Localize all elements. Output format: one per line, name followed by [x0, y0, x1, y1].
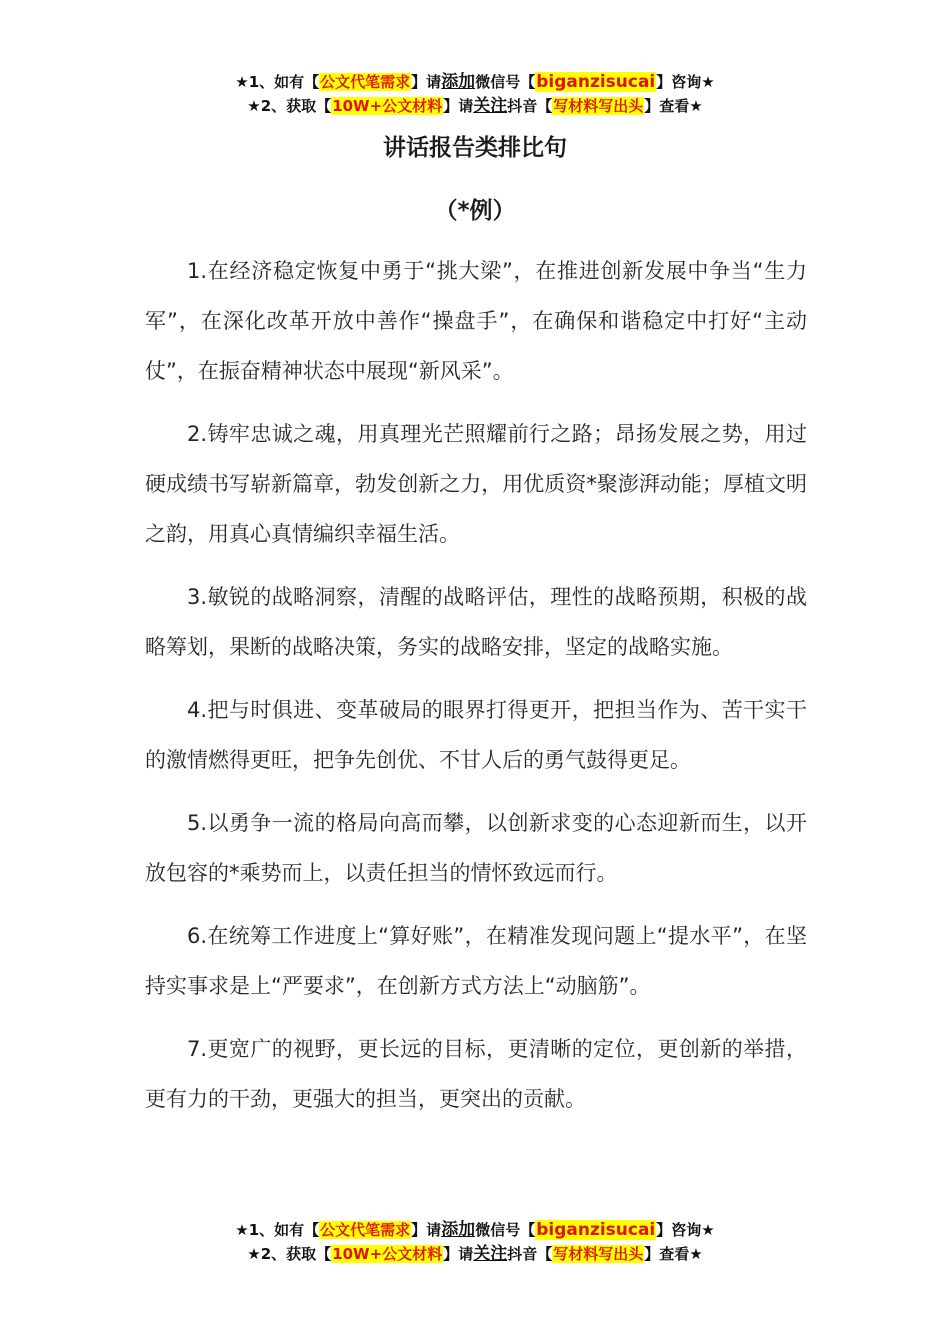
paragraph-1: 1.在经济稳定恢复中勇于“挑大梁”，在推进创新发展中争当“生力军”，在深化改革开放中善作“操盘手”，在确保和谐稳定中打好“主动仗”，在振奋精神状态中展现“新风采”。	[145, 259, 807, 383]
promo-text: 抖音【	[507, 1245, 553, 1263]
promo-text: 微信号【	[475, 1221, 536, 1239]
promo-text: 】请	[443, 97, 474, 115]
paragraph-2: 2.铸牢忠诚之魂，用真理光芒照耀前行之路；昂扬发展之势，用过硬成绩书写崭新篇章，勃发创新之力，用优质资*聚澎湃动能；厚植文明之韵，用真心真情编织幸福生活。	[145, 422, 807, 546]
promo-text: 微信号【	[475, 73, 536, 91]
document-body	[145, 246, 807, 1137]
paragraph-6: 6.在统筹工作进度上“算好账”，在精准发现问题上“提水平”，在坚持实事求是上“严要求”，在创新方式方法上“动脑筋”。	[145, 924, 807, 998]
promo-text: 】查看★	[644, 1245, 703, 1263]
promo-underlined: 添加	[441, 72, 476, 92]
document-subtitle: （*例）	[434, 198, 516, 224]
promo-highlight: 公文代笔需求	[320, 73, 411, 91]
document-title: 讲话报告类排比句	[383, 135, 567, 161]
promo-text: 抖音【	[507, 97, 553, 115]
promo-text: 1、如有【	[248, 1221, 320, 1239]
star-icon: ★	[247, 1245, 261, 1263]
promo-text: 1、如有【	[248, 73, 320, 91]
promo-text: 】请	[411, 73, 442, 91]
promo-douyin-id: 写材料写出头	[553, 97, 644, 115]
promo-text: 】咨询★	[656, 73, 715, 91]
paragraph-5: 5.以勇争一流的格局向高而攀，以创新求变的心态迎新而生，以开放包容的*乘势而上，以责任担当的情怀致远而行。	[145, 811, 807, 885]
paragraph-4: 4.把与时俱进、变革破局的眼界打得更开，把担当作为、苦干实干的激情燃得更旺，把争先创优、不甘人后的勇气鼓得更足。	[145, 698, 807, 772]
promo-line-1	[0, 70, 950, 94]
promo-highlight: 公文代笔需求	[320, 1221, 411, 1239]
promo-underlined: 关注	[473, 1244, 508, 1264]
promo-line-2	[0, 94, 950, 118]
promo-highlight: 10W+公文材料	[332, 1245, 443, 1263]
promo-footer	[0, 1218, 950, 1266]
promo-text: 2、获取【	[260, 1245, 332, 1263]
promo-text: 】请	[443, 1245, 474, 1263]
promo-underlined: 关注	[473, 96, 508, 116]
promo-highlight: 10W+公文材料	[332, 97, 443, 115]
star-icon: ★	[235, 1221, 249, 1239]
promo-line-1	[0, 1218, 950, 1242]
promo-text: 2、获取【	[260, 97, 332, 115]
promo-text: 】请	[411, 1221, 442, 1239]
star-icon: ★	[247, 97, 261, 115]
promo-wechat-id: biganzisucai	[536, 1220, 656, 1240]
promo-text: 】查看★	[644, 97, 703, 115]
paragraph-3: 3.敏锐的战略洞察，清醒的战略评估，理性的战略预期，积极的战略筹划，果断的战略决策，务实的战略安排，坚定的战略实施。	[145, 585, 807, 659]
promo-text: 】咨询★	[656, 1221, 715, 1239]
paragraph-7: 7.更宽广的视野，更长远的目标，更清晰的定位，更创新的举措，更有力的干劲，更强大的担当，更突出的贡献。	[145, 1037, 807, 1111]
star-icon: ★	[235, 73, 249, 91]
promo-underlined: 添加	[441, 1220, 476, 1240]
promo-header	[0, 70, 950, 118]
promo-line-2	[0, 1242, 950, 1266]
promo-wechat-id: biganzisucai	[536, 72, 656, 92]
promo-douyin-id: 写材料写出头	[553, 1245, 644, 1263]
